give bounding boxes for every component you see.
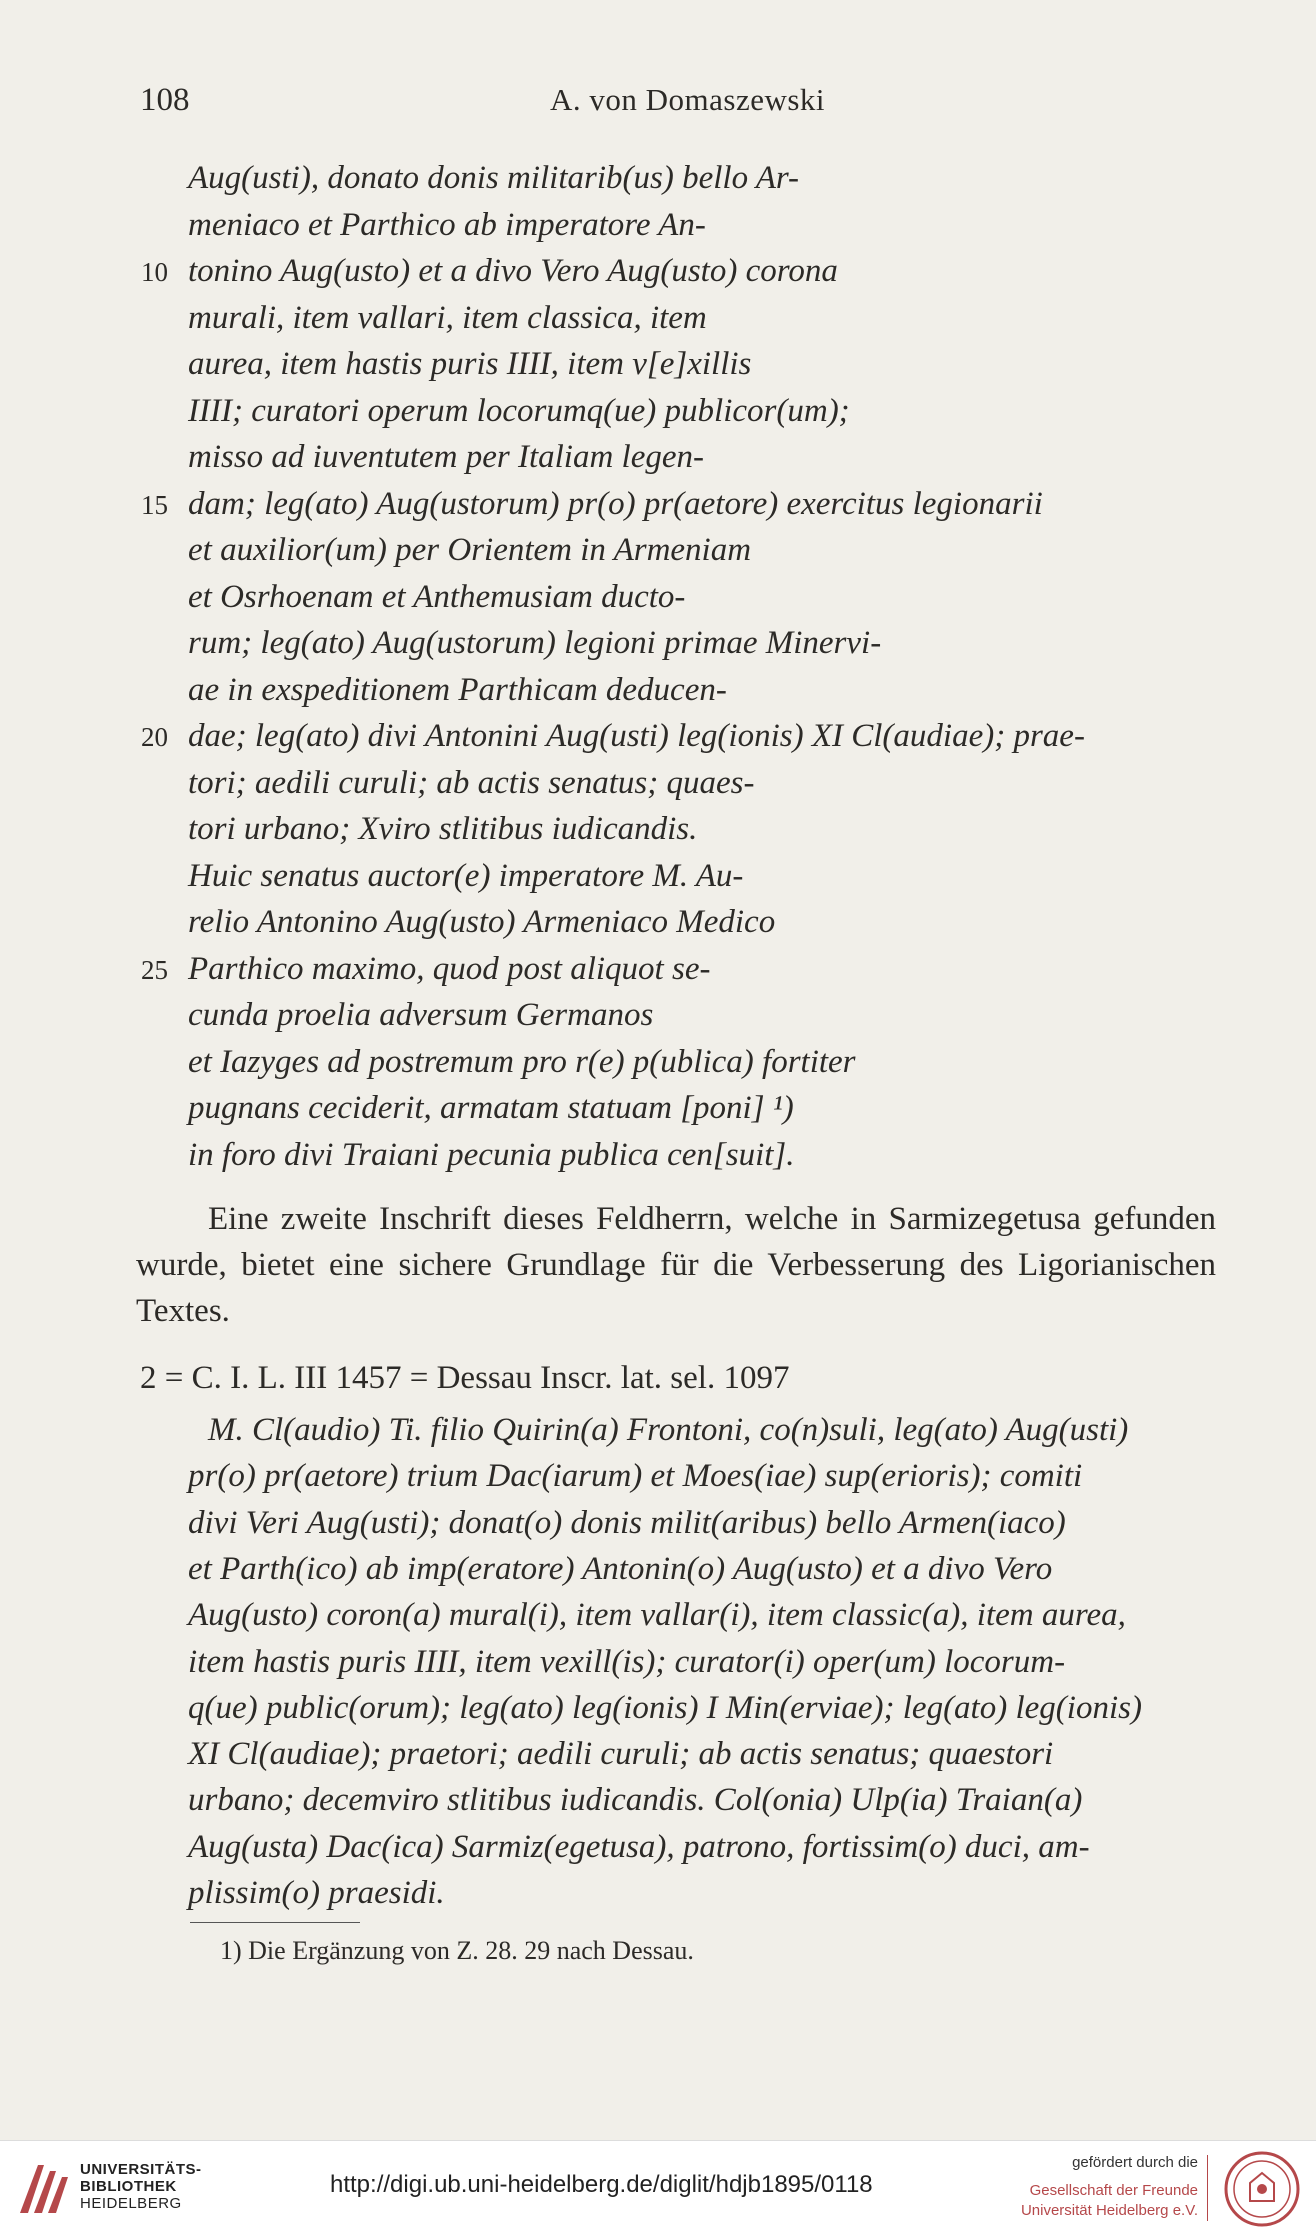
inscription-line: Aug(usto) coron(a) mural(i), item vallar(i), item classic(a), item aurea, [188,1597,1126,1634]
body-paragraph [136,1196,1216,1334]
inscription-line: tori; aedili curuli; ab actis senatus; quaes- [188,764,755,801]
library-name-line-3: HEIDELBERG [80,2195,182,2212]
inscription-line: q(ue) public(orum); leg(ato) leg(ionis) I Min(erviae); leg(ato) leg(ionis) [188,1689,1142,1726]
footer-bar [0,2140,1316,2234]
inscription-line: murali, item vallari, item classica, item [188,299,707,336]
footer-divider [1207,2155,1208,2221]
inscription-line: relio Antonino Aug(usto) Armeniaco Medico [188,904,776,940]
line-number: 10 [141,257,168,287]
sponsor-text [1021,2153,1198,2221]
sponsor-line-1: gefördert durch die [1072,2154,1198,2171]
line-number: 25 [141,954,168,985]
inscription-line: pr(o) pr(aetore) trium Dac(iarum) et Moes(iae) sup(erioris); comiti [188,1458,1083,1495]
inscription-line: divi Veri Aug(usti); donat(o) donis milit(aribus) bello Armen(iaco) [188,1504,1066,1541]
inscription-line: dae; leg(ato) divi Antonini Aug(usti) leg(ionis) XI Cl(audiae); prae- [188,718,1085,754]
inscription-line: dam; leg(ato) Aug(ustorum) pr(o) pr(aetore) exercitus legionarii [188,485,1043,522]
library-name [80,2161,202,2212]
permalink-url[interactable]: http://digi.ub.uni-heidelberg.de/diglit/hdjb1895/0118 [330,2171,873,2198]
inscription-line: et Parth(ico) ab imp(eratore) Antonin(o) Aug(usto) et a divo Vero [188,1550,1053,1587]
inscription-line: aurea, item hastis puris IIII, item v[e]xillis [188,346,752,382]
inscription-line: pugnans ceciderit, armatam statuam [poni] ¹) [188,1090,794,1126]
inscription-line: plissim(o) praesidi. [188,1875,445,1911]
inscription-line: Parthico maximo, quod post aliquot se- [188,950,711,987]
sponsor-line-2: Gesellschaft der Freunde [1029,2182,1198,2199]
inscription-line: tori urbano; Xviro stlitibus iudicandis. [188,811,698,847]
inscription-line: XI Cl(audiae); praetori; aedili curuli; ab actis senatus; quaestori [188,1736,1054,1773]
inscription-line: Aug(usta) Dac(ica) Sarmiz(egetusa), patrono, fortissim(o) duci, am- [188,1828,1090,1865]
inscription-line: et auxilior(um) per Orientem in Armeniam [188,532,752,568]
paragraph-text: Eine zweite Inschrift dieses Feldherrn, welche in Sarmizegetusa gefunden wurde, bietet eine sichere Grundlage für die Verbesserung des Ligorianischen Textes. [136,1201,1216,1329]
inscription-line: tonino Aug(usto) et a divo Vero Aug(usto) corona [188,253,838,289]
inscription-line: IIII; curatori operum locorumq(ue) publicor(um); [188,392,850,429]
inscription-line: meniaco et Parthico ab imperatore An- [188,206,706,243]
inscription-line: M. Cl(audio) Ti. filio Quirin(a) Frontoni, co(n)suli, leg(ato) Aug(usti) [208,1412,1129,1448]
inscription-line: cunda proelia adversum Germanos [188,997,654,1033]
library-name-line-2: BIBLIOTHEK [80,2178,177,2195]
line-number: 20 [141,722,168,752]
page-number: 108 [140,82,190,118]
inscription-line: et Osrhoenam et Anthemusiam ducto- [188,578,686,615]
university-seal-icon [1222,2149,1302,2229]
inscription-line: item hastis puris IIII, item vexill(is); curator(i) oper(um) locorum- [188,1643,1066,1680]
inscription-line: Huic senatus auctor(e) imperatore M. Au- [188,857,744,894]
inscription-line: et Iazyges ad postremum pro r(e) p(ublica) fortiter [188,1043,856,1080]
inscription-line: rum; leg(ato) Aug(ustorum) legioni primae Minervi- [188,625,882,661]
footnote-rule [190,1922,360,1923]
running-title: A. von Domaszewski [550,82,826,117]
library-name-line-1: UNIVERSITÄTS- [80,2161,202,2178]
inscription-line: misso ad iuventutem per Italiam legen- [188,439,704,475]
inscription-line: ae in exspeditionem Parthicam deducen- [188,671,727,708]
page-header [140,82,1216,132]
line-number: 15 [141,489,168,520]
inscription-reference: 2 = C. I. L. III 1457 = Dessau Inscr. lat. sel. 1097 [140,1360,790,1396]
library-logo-icon [14,2157,72,2219]
inscription-line: in foro divi Traiani pecunia publica cen[suit]. [188,1136,795,1173]
inscription-line: urbano; decemviro stlitibus iudicandis. Col(onia) Ulp(ia) Traian(a) [188,1782,1083,1819]
sponsor-line-3: Universität Heidelberg e.V. [1020,2202,1198,2219]
footnote: 1) Die Ergänzung von Z. 28. 29 nach Dessau. [220,1936,694,1965]
inscription-line: Aug(usti), donato donis militarib(us) bello Ar- [188,160,800,196]
